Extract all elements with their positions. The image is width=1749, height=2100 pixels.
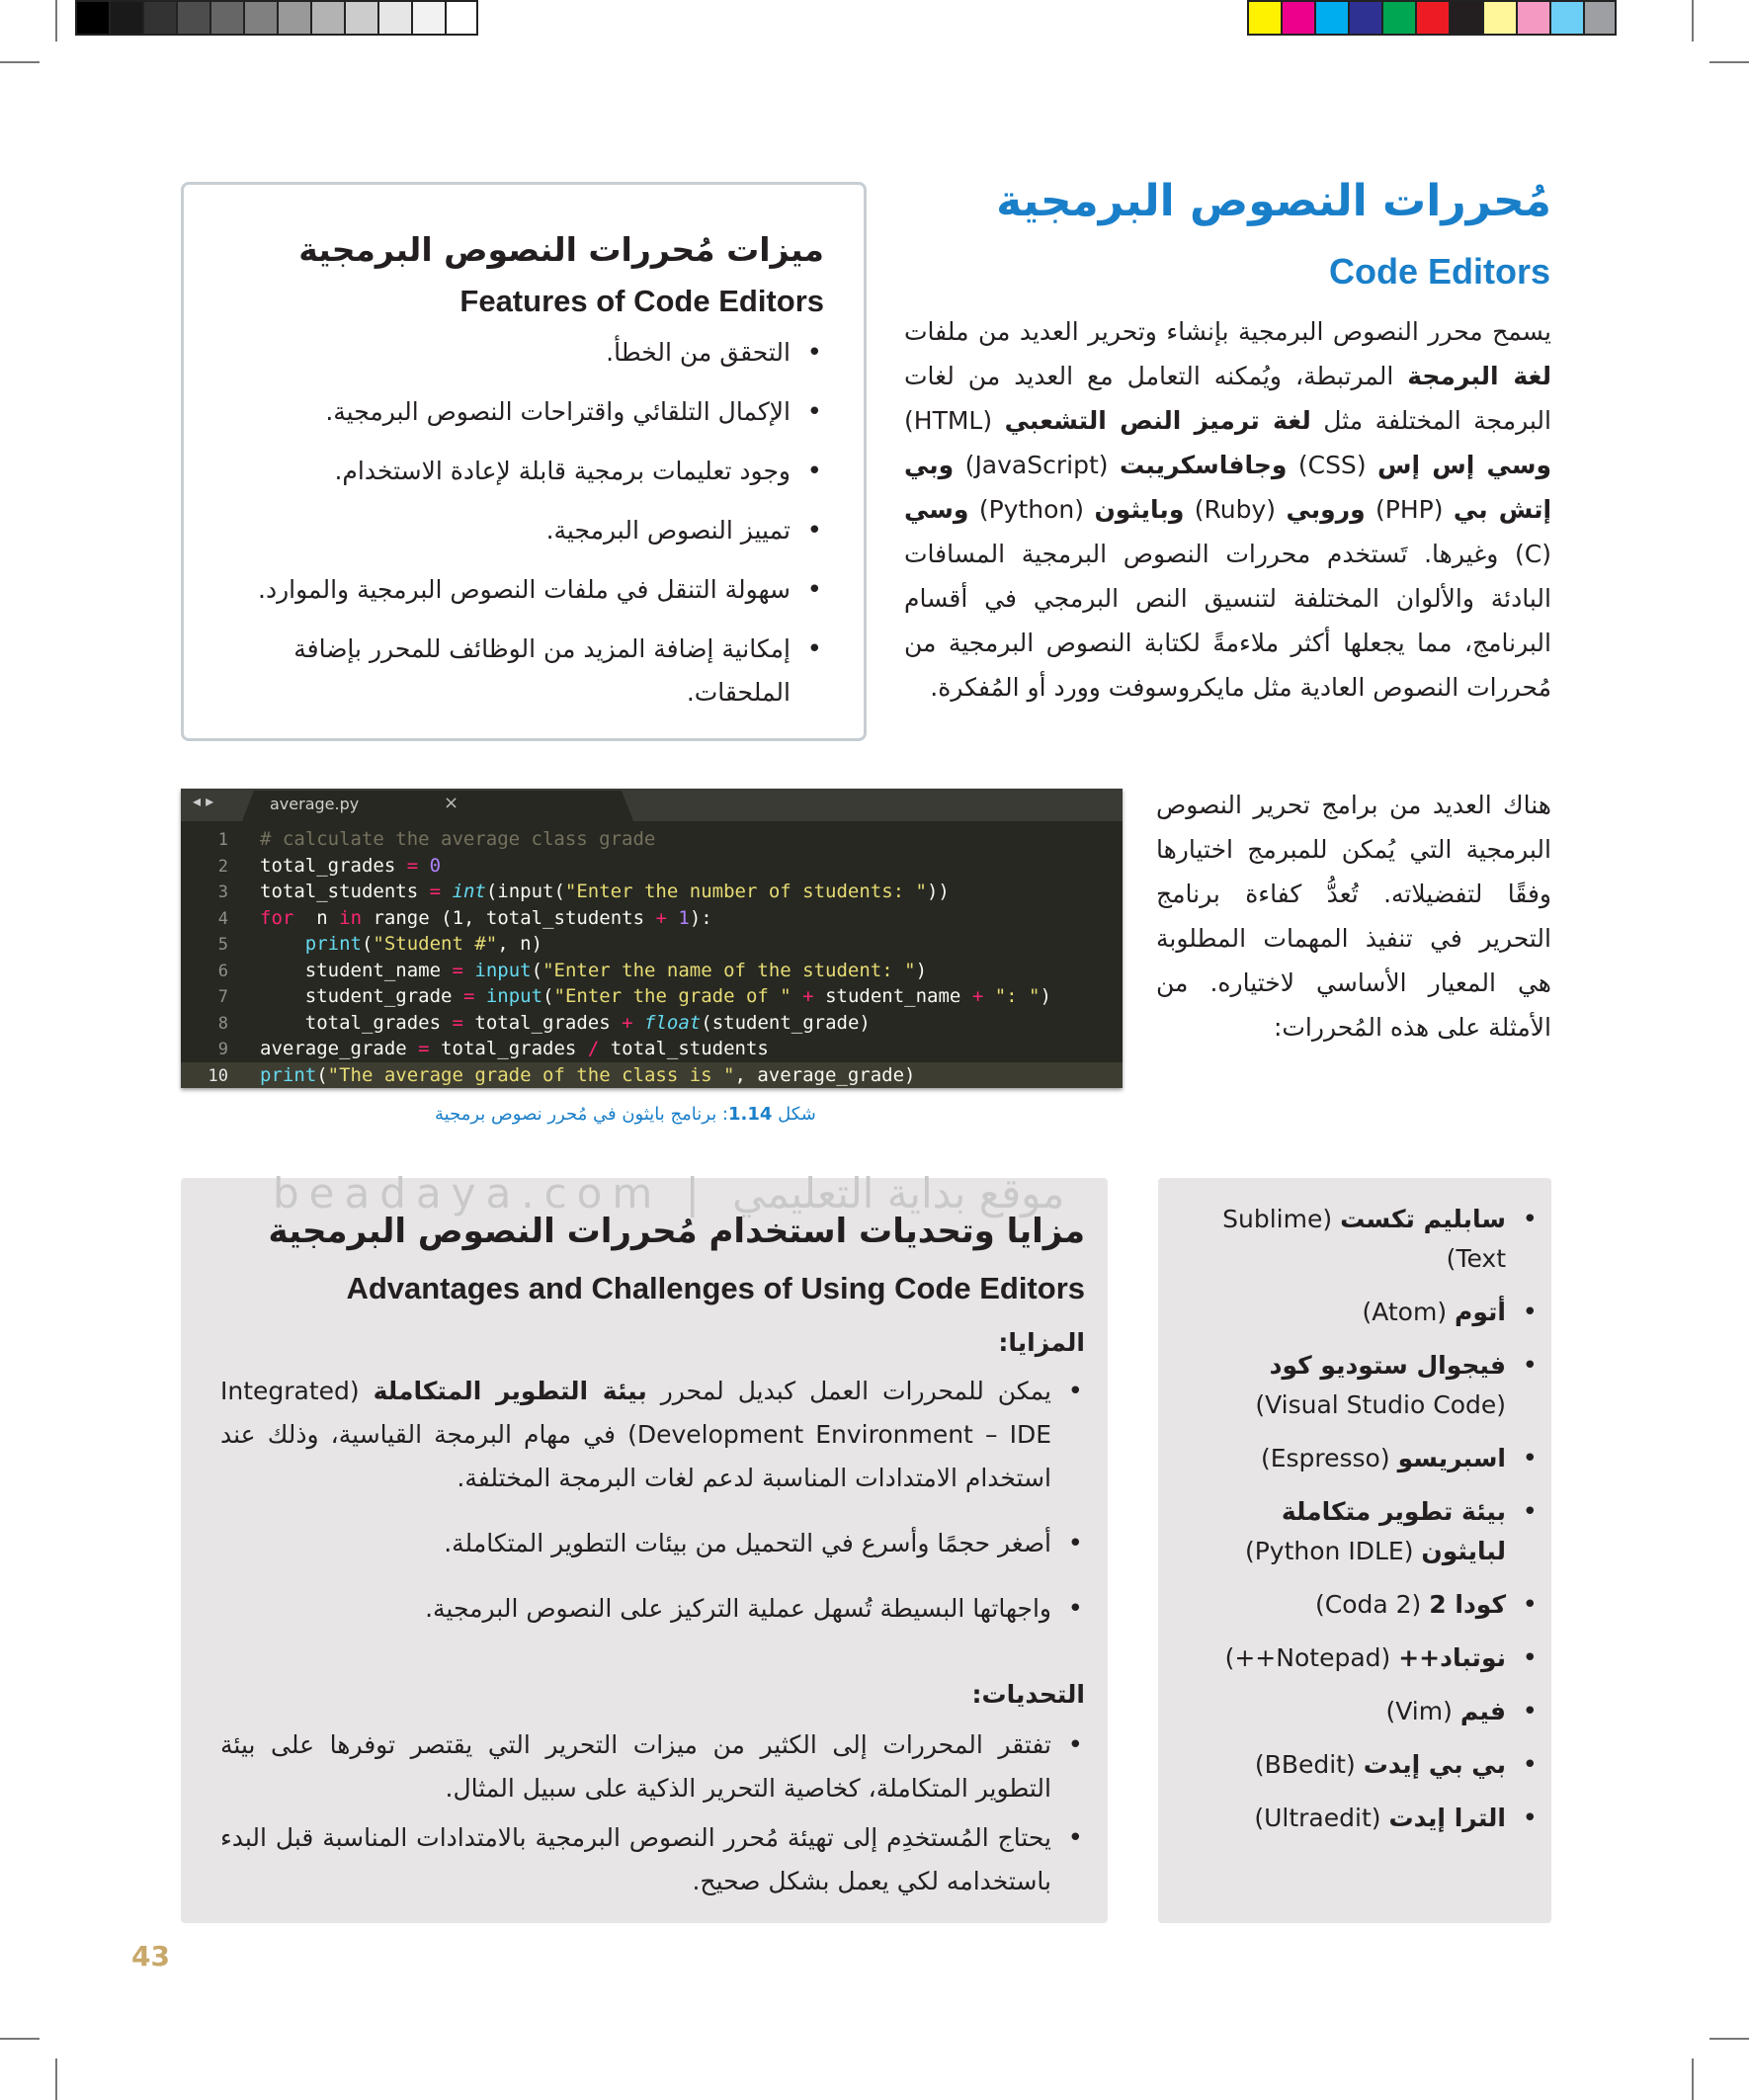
close-icon[interactable]: × [444,793,459,813]
features-title-arabic: ميزات مُحررات النصوص البرمجية [298,230,824,269]
editor-item: • كودا 2 (Coda 2) [1194,1585,1540,1625]
advantage-item: • يمكن للمحررات العمل كبديل لمحرر بيئة التطوير المتكاملة (Integrated Development Environment – IDE) في مهام البرمجة القياسية، وذلك عند استخدام الامتدادات المناسبة لدعم لغات البرمجة المختلفة. [220,1370,1085,1500]
challenges-label: التحديات: [971,1680,1085,1709]
editors-intro-paragraph: هناك العديد من برامج تحرير النصوص البرمجية التي يُمكن للمبرمج اختيارها وفقًا لتفضيلاته. تُعدُّ كفاءة برنامج التحرير في تنفيذ المهمات المطلوبة هي المعيار الأساسي لاختياره. من الأمثلة على هذه المُحررات: [1156,791,1551,1042]
calibration-swatch [1516,0,1549,36]
code-line: 7 student_grade = input("Enter the grade of " + student_name + ": ") [181,983,1123,1010]
line-number: 3 [217,882,228,902]
code-line: 3 total_students = int(input("Enter the number of students: ")) [181,879,1123,905]
calibration-swatch [209,0,243,36]
calibration-swatch [142,0,176,36]
section-title-arabic: مُحررات النصوص البرمجية [996,176,1551,226]
editor-item: • نوتباد++ (Notepad++) [1194,1638,1540,1678]
intro-paragraph: يسمح محرر النصوص البرمجية بإنشاء وتحرير العديد من ملفات لغة البرمجة المرتبطة، ويُمكنه التعامل مع العديد من لغات البرمجة المختلفة مثل لغة ترميز النص التشعبي (HTML) وسي إس إس (CSS) وجافاسكريبت (JavaScript) وبي إتش بي (PHP) وروبي (Ruby) وبايثون (Python) وسي (C) وغيرها. تَستخدم محررات النصوص البرمجية المسافات البادئة والألوان المختلفة لتنسيق النص البرمجي في أقسام البرنامج، مما يجعلها أكثر ملاءمةً لكتابة النصوص البرمجية من مُحررات النصوص العادية مثل مايكروسوفت وورد أو المُفكرة. [904,317,1552,702]
features-box [181,182,867,741]
line-number: 8 [217,1013,228,1034]
editor-item: • بي بي إيدت (BBedit) [1194,1745,1540,1785]
calibration-swatch [1247,0,1281,36]
line-number: 10 [208,1065,228,1086]
code-editor-screenshot [181,789,1123,1088]
page-number: 43 [131,1940,170,1973]
calibration-swatch [344,0,377,36]
feature-item: • إمكانية إضافة المزيد من الوظائف للمحرر بإضافة الملحقات. [221,628,824,714]
line-number: 2 [217,856,228,877]
crop-mark [55,2058,57,2100]
line-number: 7 [217,987,228,1007]
crop-mark [1692,0,1694,42]
challenges-list [220,1723,1085,1909]
section-title-english: Code Editors [1328,251,1550,292]
code-line: 1 # calculate the average class grade [181,826,1123,853]
calibration-swatch [445,0,478,36]
feature-item: • تمييز النصوص البرمجية. [221,509,824,552]
features-title-english: Features of Code Editors [459,284,824,318]
code-line: 8 total_grades = total_grades + float(student_grade) [181,1010,1123,1037]
challenge-item: • تفتقر المحررات إلى الكثير من ميزات التحرير التي يقتصر توفرها على بيئة التطوير المتكاملة، كخاصية التحرير الذكية على سبيل المثال. [220,1723,1085,1810]
calibration-swatch [1381,0,1415,36]
code-line: 5 print("Student #", n) [181,931,1123,958]
calibration-swatch [243,0,277,36]
editor-tab-filename: average.py [270,795,360,813]
features-list [221,331,824,730]
calibration-swatch [176,0,209,36]
calibration-swatch [1314,0,1348,36]
editor-item: • فيم (Vim) [1194,1692,1540,1731]
calibration-swatch [411,0,445,36]
line-number: 6 [217,961,228,981]
line-number: 9 [217,1040,228,1059]
pros-list [220,1370,1085,1652]
calibration-swatch [1549,0,1583,36]
line-number: 4 [217,908,228,929]
line-number: 5 [217,935,228,955]
advantages-title-arabic: مزايا وتحديات استخدام مُحررات النصوص البرمجية [268,1212,1085,1251]
advantage-item: • أصغر حجمًا وأسرع في التحميل من بيئات التطوير المتكاملة. [220,1522,1085,1565]
calibration-swatch [75,0,109,36]
calibration-swatch [277,0,310,36]
calibration-swatch [1348,0,1381,36]
crop-mark [1692,2058,1694,2100]
editor-item: • أتوم (Atom) [1194,1293,1540,1332]
pros-label: المزايا: [998,1328,1085,1357]
figure-caption: شكل 1.14: برنامج بايثون في مُحرر نصوص برمجية [435,1104,816,1125]
code-line-current: 10 print("The average grade of the class is ", average_grade) [181,1062,1123,1089]
website-watermark: beadaya.com | موقع بداية التعليمي [273,1169,1065,1218]
editor-tab-bar [181,789,1123,821]
calibration-swatch [310,0,344,36]
calibration-swatch [1482,0,1516,36]
feature-item: • التحقق من الخطأ. [221,331,824,375]
crop-mark [1709,61,1749,63]
editor-item: • الترا إيدت (Ultraedit) [1194,1799,1540,1838]
editor-item: • اسبريسو (Espresso) [1194,1439,1540,1478]
feature-item: • سهولة التنقل في ملفات النصوص البرمجية والموارد. [221,568,824,612]
challenge-item: • يحتاج المُستخدِم إلى تهيئة مُحرر النصوص البرمجية بالامتدادات المناسبة قبل البدء باستخدامه لكي يعمل بشكل صحيح. [220,1816,1085,1903]
calibration-swatch [109,0,142,36]
advantage-item: • واجهاتها البسيطة تُسهل عملية التركيز على النصوص البرمجية. [220,1587,1085,1631]
grayscale-calibration-bar [75,0,478,42]
code-line: 2 total_grades = 0 [181,853,1123,880]
code-line: 9 average_grade = total_grades / total_students [181,1036,1123,1062]
code-area[interactable] [181,826,1123,1088]
line-number: 1 [217,830,228,850]
calibration-swatch [1449,0,1482,36]
advantages-title-english: Advantages and Challenges of Using Code Editors [346,1271,1085,1305]
feature-item: • وجود تعليمات برمجية قابلة لإعادة الاستخدام. [221,450,824,493]
editor-item: • سابليم تكست (Sublime Text) [1194,1200,1540,1279]
calibration-swatch [1583,0,1617,36]
editors-list [1194,1200,1540,1852]
color-calibration-bar [1247,0,1617,42]
crop-mark [0,61,40,63]
feature-item: • الإكمال التلقائي واقتراحات النصوص البرمجية. [221,390,824,434]
editor-item: • بيئة تطوير متكاملة لبايثون (Python IDLE) [1194,1492,1540,1571]
crop-mark [0,2038,40,2040]
calibration-swatch [1281,0,1314,36]
code-line: 6 student_name = input("Enter the name of the student: ") [181,958,1123,984]
crop-mark [1709,2038,1749,2040]
calibration-swatch [377,0,411,36]
crop-mark [55,0,57,42]
code-line: 4 for n in range (1, total_students + 1): [181,905,1123,932]
editor-item: • فيجوال ستوديو كود (Visual Studio Code) [1194,1346,1540,1425]
calibration-swatch [1415,0,1449,36]
tab-nav-arrows-icon[interactable]: ◂ ▸ [193,792,214,810]
